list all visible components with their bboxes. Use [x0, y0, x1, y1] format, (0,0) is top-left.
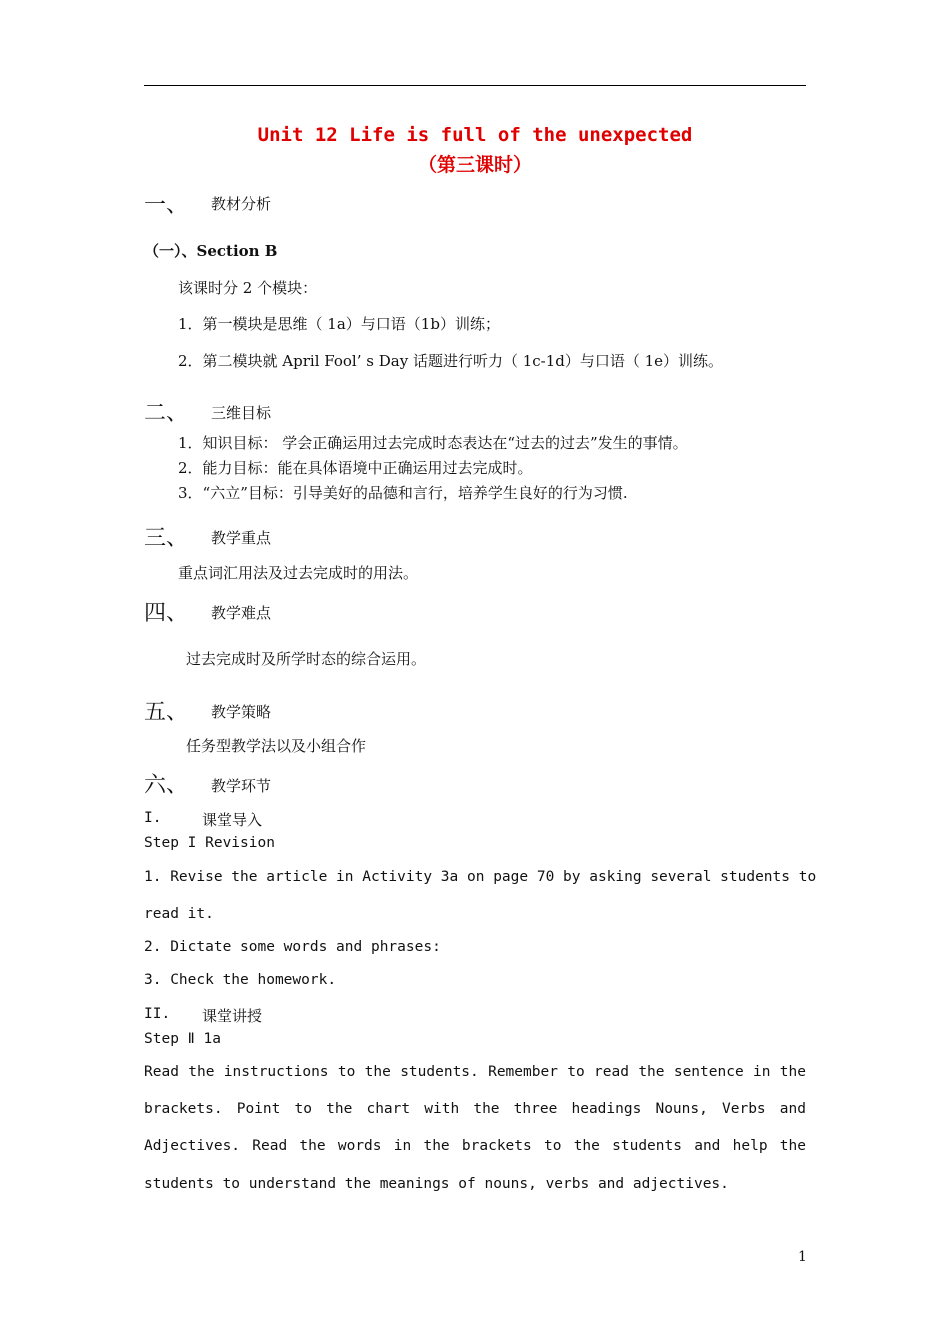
part-2-paragraph-line-3: Adjectives. Read the words in the brackets to the students and help the [144, 1138, 806, 1154]
section-5-text: 任务型教学法以及小组合作 [186, 737, 367, 755]
header-rule [144, 85, 806, 86]
section-1-item-2: 2．第二模块就 April Fool’ s Day 话题进行听力（ 1c-1d）与口语（ 1e）训练。 [178, 352, 724, 370]
section-2-item-2: 2．能力目标：能在具体语境中正确运用过去完成时。 [178, 459, 533, 477]
section-4-heading: 教学难点 [211, 604, 272, 622]
section-2-item-1: 1．知识目标： 学会正确运用过去完成时态表达在“过去的过去”发生的事情。 [178, 434, 688, 452]
part-1-item-1-line-2: read it. [144, 906, 214, 922]
part-2-step: Step Ⅱ 1a [144, 1031, 221, 1047]
section-6-number: 六、 [144, 773, 189, 798]
section-5-number: 五、 [144, 700, 189, 725]
part-1-item-2: 2. Dictate some words and phrases: [144, 939, 441, 955]
section-2-heading: 三维目标 [211, 404, 272, 422]
section-1-item-1: 1．第一模块是思维（ 1a）与口语（1b）训练； [178, 315, 500, 333]
section-5-heading: 教学策略 [211, 703, 272, 721]
section-1-subheading: （一）、Section B [144, 242, 278, 260]
section-3-heading: 教学重点 [211, 529, 272, 547]
part-1-step: Step I Revision [144, 835, 275, 851]
part-2-paragraph-line-4: students to understand the meanings of nouns, verbs and adjectives. [144, 1176, 729, 1192]
part-1-roman: I. [144, 810, 162, 826]
section-2-number: 二、 [144, 401, 189, 426]
section-1-heading: 教材分析 [211, 195, 272, 213]
part-2-heading: 课堂讲授 [202, 1007, 263, 1025]
part-2-paragraph-line-1: Read the instructions to the students. Remember to read the sentence in the [144, 1064, 806, 1080]
doc-title: Unit 12 Life is full of the unexpected [257, 124, 693, 146]
section-1-number: 一、 [144, 193, 189, 218]
section-4-number: 四、 [144, 601, 189, 626]
section-3-number: 三、 [144, 526, 189, 551]
part-2-paragraph-line-2: brackets. Point to the chart with the three headings Nouns, Verbs and [144, 1101, 806, 1117]
part-1-item-3: 3. Check the homework. [144, 972, 337, 988]
section-2-item-3: 3．“六立”目标：引导美好的品德和言行，培养学生良好的行为习惯. [178, 484, 628, 502]
section-1-intro: 该课时分 2 个模块： [178, 279, 318, 297]
section-3-text: 重点词汇用法及过去完成时的用法。 [178, 564, 419, 582]
doc-subtitle: （第三课时） [417, 154, 532, 176]
part-1-item-1-line-1: 1. Revise the article in Activity 3a on page 70 by asking several students to [144, 869, 817, 885]
section-4-text: 过去完成时及所学时态的综合运用。 [186, 650, 427, 668]
part-2-roman: II. [144, 1006, 171, 1022]
part-1-heading: 课堂导入 [202, 811, 263, 829]
section-6-heading: 教学环节 [211, 777, 272, 795]
page-number: 1 [798, 1249, 807, 1265]
